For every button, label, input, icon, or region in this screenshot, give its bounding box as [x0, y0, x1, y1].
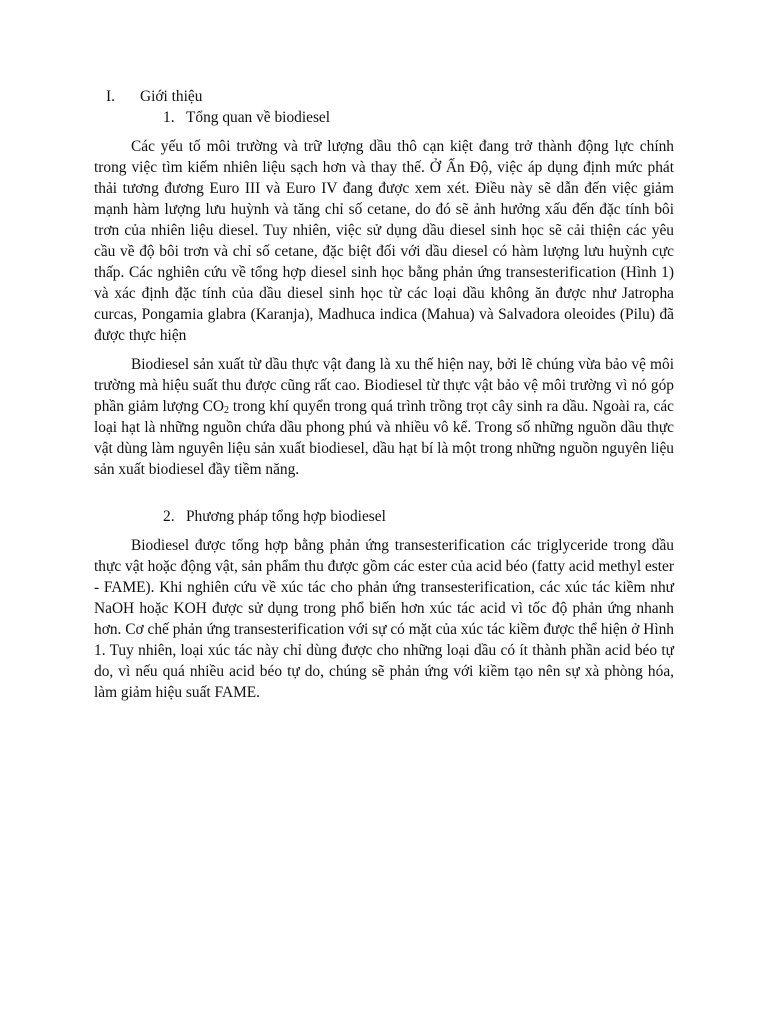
paragraph-method: Biodiesel được tổng hợp bằng phản ứng transesterification các triglyceride trong dầu thực vật hoặc động vật, sản phẩm thu được gồm các ester của acid béo (fatty acid methyl ester - FAME). Khi nghiên cứu về xúc tác cho phản ứng transesterification, các xúc tác kiềm như NaOH hoặc KOH được sử dụng trong phổ biến hơn xúc tác acid vì tốc độ phản ứng nhanh hơn. Cơ chế phản ứng transesterification với sự có mặt của xúc tác kiềm được thể hiện ở Hình 1. Tuy nhiên, loại xúc tác này chỉ dùng được cho những loại dầu có ít thành phần acid béo tự do, vì nếu quá nhiều acid béo tự do, chúng sẽ phản ứng với kiềm tạo nên sự xà phòng hóa, làm giảm hiệu suất FAME.: [94, 537, 674, 701]
subsection-1-heading: [94, 107, 674, 128]
section-title: Giới thiệu: [140, 88, 203, 105]
section-number: I.: [106, 88, 115, 105]
paragraph-2-text-b: trong khí quyển trong quá trình trồng trọt cây sinh ra dầu. Ngoài ra, các loại hạt là những nguồn chứa dầu phong phú và nhiều vô kể. Trong số những nguồn dầu thực vật dùng làm nguyên liệu sản xuất biodiesel, dầu hạt bí là một trong những nguồn nguyên liệu sản xuất biodiesel đầy tiềm năng.: [94, 398, 674, 478]
document-page: [94, 86, 674, 703]
paragraph-overview-2: [94, 354, 674, 480]
subsection-1-title: Tổng quan về biodiesel: [186, 109, 331, 126]
paragraph-2-text-a: Biodiesel sản xuất từ dầu thực vật đang là xu thế hiện nay, bởi lẽ chúng vừa bảo vệ môi trường mà hiệu suất thu được cũng rất cao. Biodiesel từ thực vật bảo vệ môi trường vì nó góp phần giảm lượng CO: [94, 356, 674, 415]
subsection-2-number: 2.: [163, 508, 175, 525]
section-heading: [94, 86, 674, 107]
co2-subscript: 2: [223, 405, 229, 416]
subsection-2-heading: [94, 506, 674, 527]
paragraph-overview-1: Các yếu tố môi trường và trữ lượng dầu thô cạn kiệt đang trở thành động lực chính trong việc tìm kiếm nhiên liệu sạch hơn và thay thế. Ở Ấn Độ, việc áp dụng định mức phát thải tương đương Euro III và Euro IV đang được xem xét. Điều này sẽ dẫn đến việc giảm mạnh hàm lượng lưu huỳnh và tăng chỉ số cetane, do đó sẽ ảnh hưởng xấu đến đặc tính bôi trơn của nhiên liệu diesel. Tuy nhiên, việc sử dụng dầu diesel sinh học sẽ cải thiện các yêu cầu về độ bôi trơn và chỉ số cetane, đặc biệt đối với dầu diesel có hàm lượng lưu huỳnh cực thấp. Các nghiên cứu về tổng hợp diesel sinh học bằng phản ứng transesterification (Hình 1) và xác định đặc tính của dầu diesel sinh học từ các loại dầu không ăn được như Jatropha curcas, Pongamia glabra (Karanja), Madhuca indica (Mahua) và Salvadora oleoides (Pilu) đã được thực hiện: [94, 138, 674, 344]
subsection-2-title: Phương pháp tổng hợp biodiesel: [186, 508, 386, 525]
subsection-1-number: 1.: [163, 109, 175, 126]
